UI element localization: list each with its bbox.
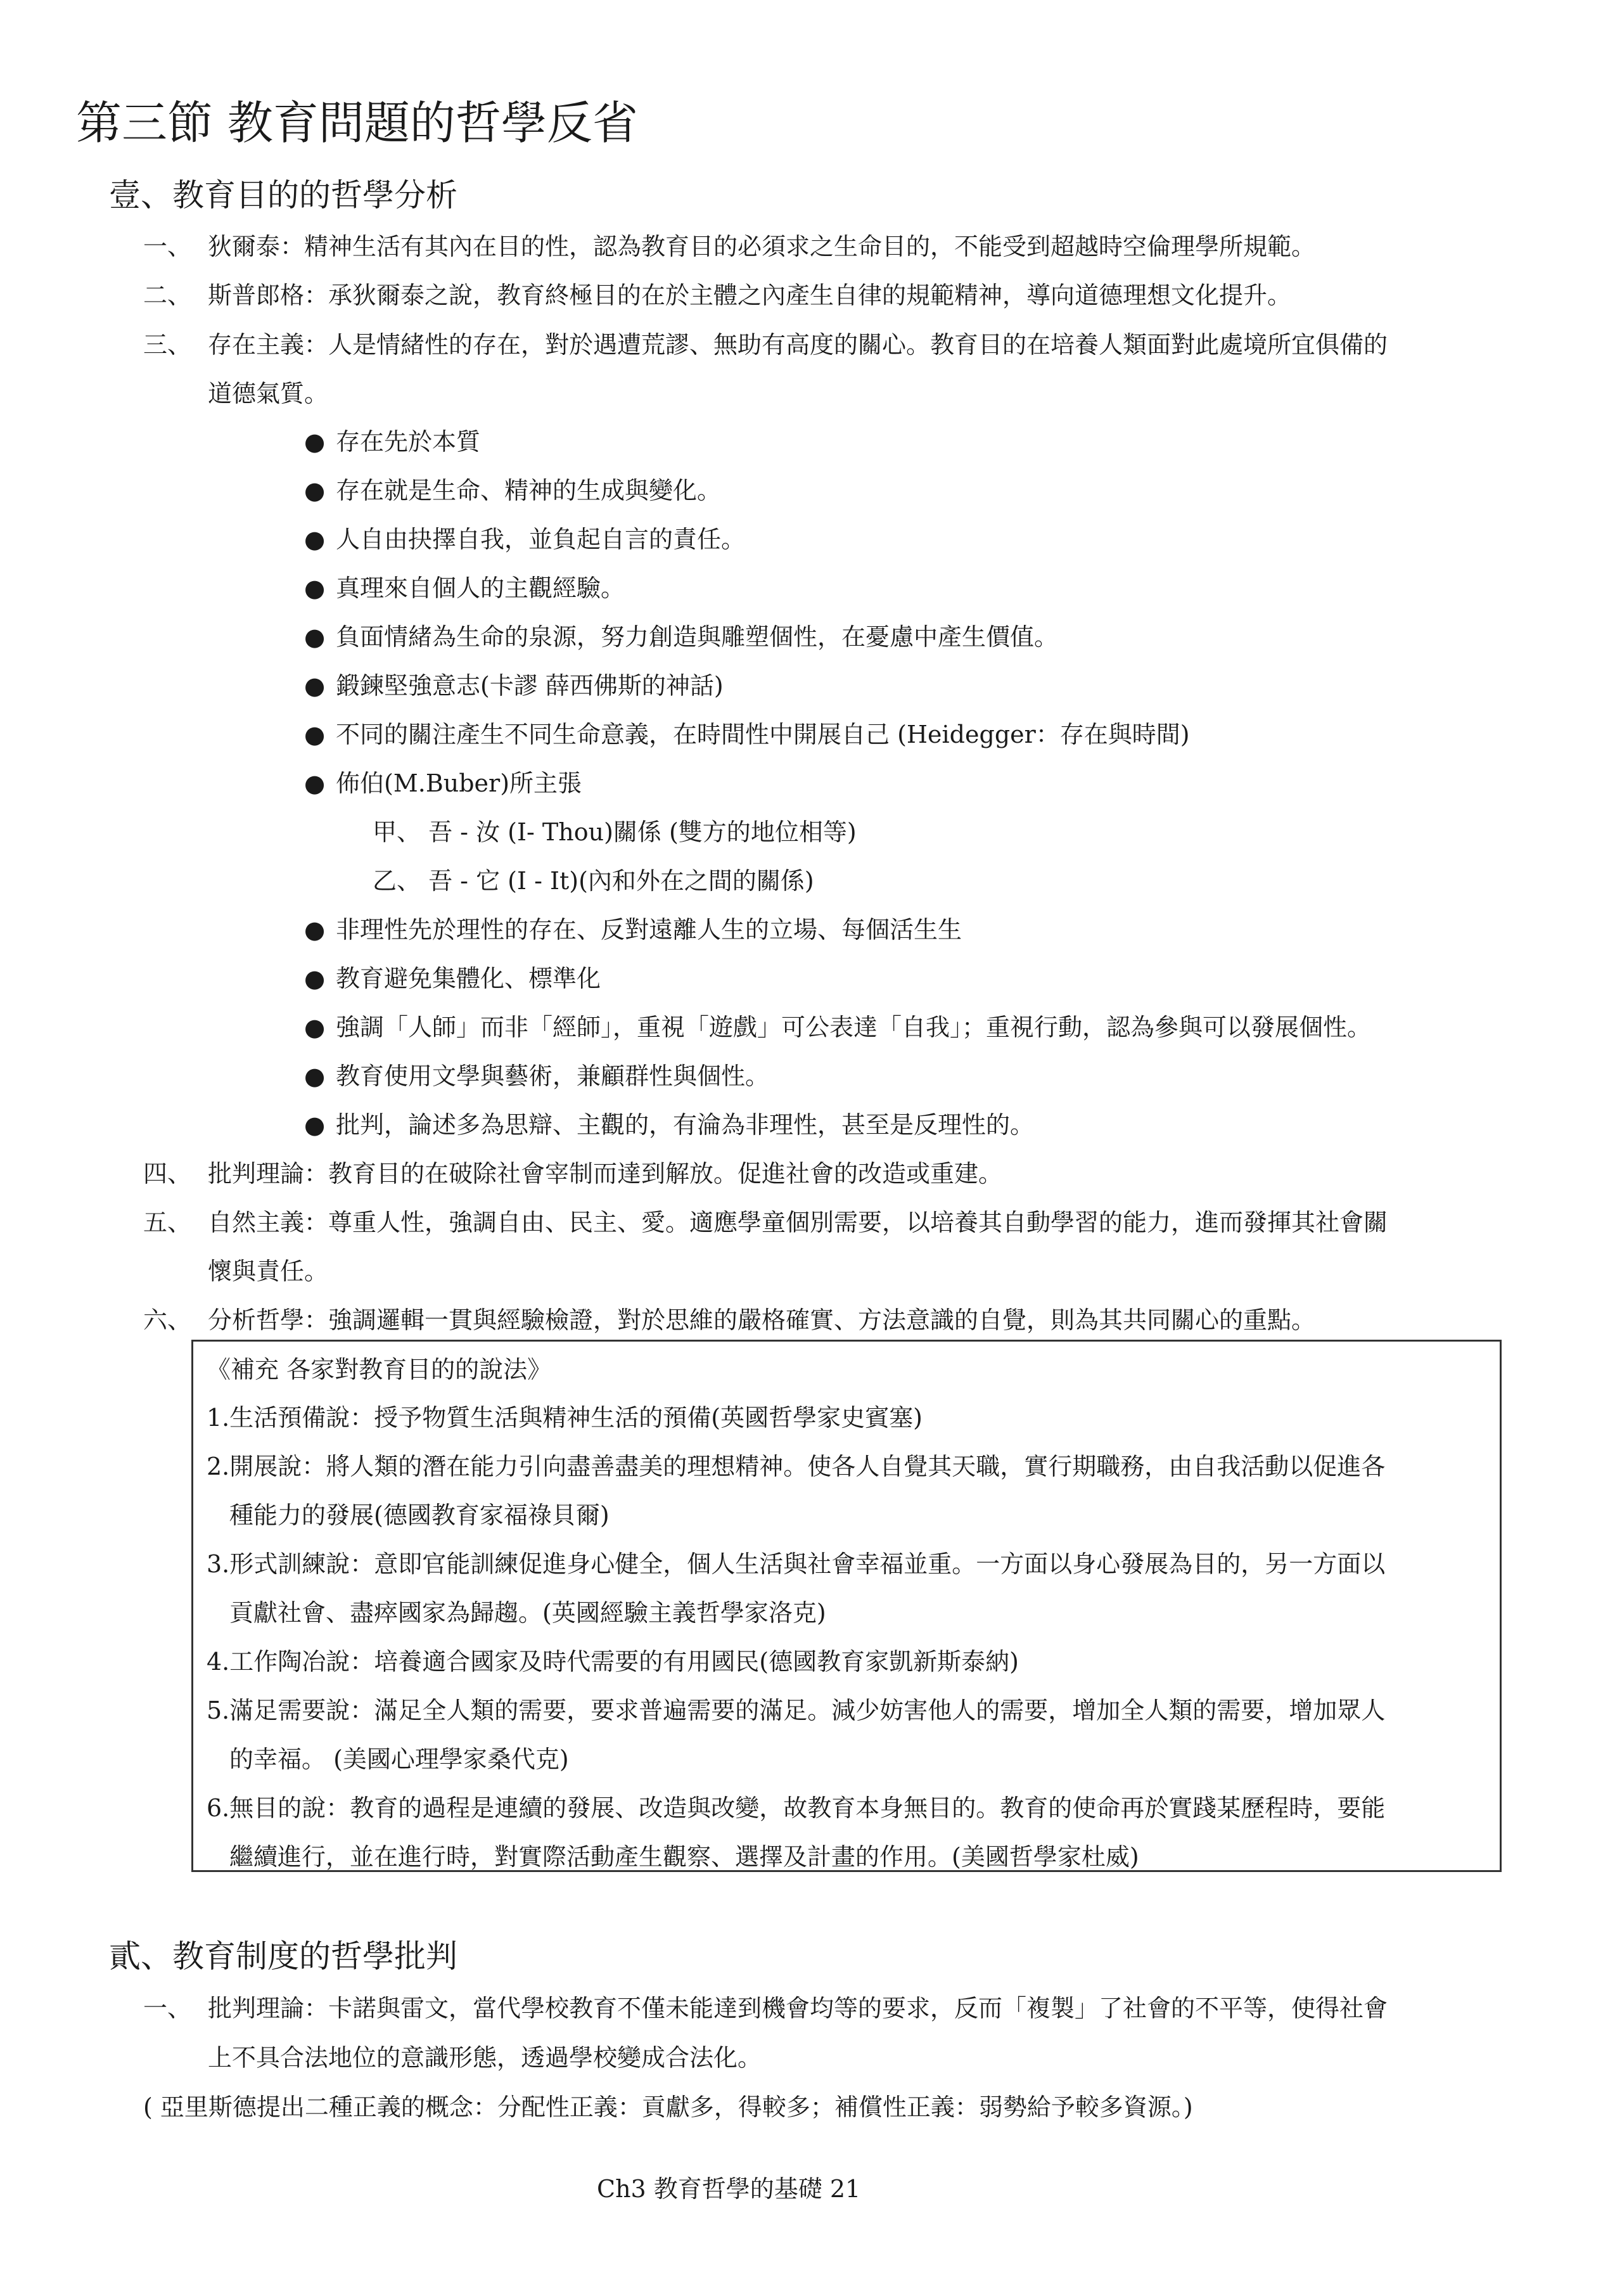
justice-note: ( 亞里斯德提出二種正義的概念：分配性正義：貢獻多，得較多；補償性正義：弱勢給予較多資源。) [143, 2093, 1193, 2121]
bullet-icon: ● [304, 428, 326, 456]
item-text-cont: 道德氣質。 [208, 380, 329, 407]
item-text: 自然主義：尊重人性，強調自由、民主、愛。適應學童個別需要，以培養其自動學習的能力，進而發揮其社會關 [208, 1209, 1388, 1236]
bullet-text: 存在就是生命、精神的生成與變化。 [336, 477, 722, 504]
bullet-text: 教育使用文學與藝術，兼顧群性與個性。 [336, 1062, 770, 1090]
item-number: 五、 [143, 1209, 192, 1236]
bullet-icon: ● [304, 1013, 326, 1041]
bullet-icon: ● [304, 477, 326, 504]
item-number: 二、 [143, 281, 192, 309]
bullet-text: 非理性先於理性的存在、反對遠離人生的立場、每個活生生 [336, 916, 962, 944]
bullet-text: 鍛鍊堅強意志(卡謬 薛西佛斯的神話) [336, 672, 724, 700]
supplement-line: 5.滿足需要說：滿足全人類的需要，要求普遍需要的滿足。減少妨害他人的需要，增加全人類的需要，增加眾人 [207, 1696, 1386, 1724]
bullet-text: 批判，論述多為思辯、主觀的，有淪為非理性，甚至是反理性的。 [336, 1111, 1035, 1139]
bullet-icon: ● [304, 525, 326, 553]
item-number: 一、 [143, 1994, 192, 2022]
item-number: 一、 [143, 233, 192, 260]
supplement-line: 貢獻社會、盡瘁國家為歸趨。(英國經驗主義哲學家洛克) [229, 1599, 826, 1627]
buber-item: 甲、 吾 - 汝 (I- Thou)關係 (雙方的地位相等) [373, 818, 857, 846]
bullet-icon: ● [304, 965, 326, 992]
bullet-text: 佈伯(M.Buber)所主張 [336, 769, 582, 797]
item-text: 批判理論：教育目的在破除社會宰制而達到解放。促進社會的改造或重建。 [208, 1160, 1003, 1188]
bullet-icon: ● [304, 1111, 326, 1139]
supplement-line: 2.開展說：將人類的潛在能力引向盡善盡美的理想精神。使各人自覺其天職，實行期職務，由自我活動以促進各 [207, 1453, 1386, 1480]
page-footer: Ch3 教育哲學的基礎 21 [597, 2175, 861, 2203]
supplement-line: 種能力的發展(德國教育家福祿貝爾) [229, 1501, 610, 1529]
supplement-line: 6.無目的說：教育的過程是連續的發展、改造與改變，故教育本身無目的。教育的使命再於實踐某歷程時，要能 [207, 1794, 1386, 1822]
supplement-title: 《補充 各家對教育目的的說法》 [207, 1356, 552, 1383]
item-number: 三、 [143, 331, 192, 359]
bullet-icon: ● [304, 769, 326, 797]
part2-heading: 貳、教育制度的哲學批判 [109, 1938, 457, 1975]
bullet-text: 人自由抉擇自我，並負起自言的責任。 [336, 525, 746, 553]
section-title: 第三節 教育問題的哲學反省 [76, 96, 638, 150]
item-text-cont: 懷與責任。 [208, 1257, 329, 1285]
item-text: 狄爾泰：精神生活有其內在目的性，認為教育目的必須求之生命目的，不能受到超越時空倫理學所規範。 [208, 233, 1316, 260]
buber-item: 乙、 吾 - 它 (I - It)(內和外在之間的關係) [373, 867, 814, 895]
part1-heading: 壹、教育目的的哲學分析 [109, 177, 457, 214]
bullet-icon: ● [304, 672, 326, 700]
item-text: 存在主義：人是情緒性的存在，對於遇遭荒謬、無助有高度的關心。教育目的在培養人類面對此處境所宜俱備的 [208, 331, 1388, 359]
bullet-text: 真理來自個人的主觀經驗。 [336, 574, 625, 602]
supplement-line: 1.生活預備說：授予物質生活與精神生活的預備(英國哲學家史賓塞) [207, 1404, 923, 1432]
bullet-text: 教育避免集體化、標準化 [336, 965, 601, 992]
item-text: 斯普郎格：承狄爾泰之說，教育終極目的在於主體之內產生自律的規範精神，導向道德理想文化提升。 [208, 281, 1292, 309]
bullet-text: 存在先於本質 [336, 428, 481, 456]
bullet-icon: ● [304, 721, 326, 748]
supplement-line: 繼續進行，並在進行時，對實際活動產生觀察、選擇及計畫的作用。(美國哲學家杜威) [229, 1843, 1139, 1871]
bullet-text: 不同的關注產生不同生命意義，在時間性中開展自己 (Heidegger：存在與時間) [336, 721, 1190, 748]
item-text-cont: 上不具合法地位的意識形態，透過學校變成合法化。 [208, 2044, 762, 2072]
item-number: 四、 [143, 1160, 192, 1188]
bullet-icon: ● [304, 916, 326, 944]
item-text: 批判理論：卡諾與雷文，當代學校教育不僅未能達到機會均等的要求，反而「複製」了社會的不平等，使得社會 [208, 1994, 1388, 2022]
bullet-icon: ● [304, 1062, 326, 1090]
item-text: 分析哲學：強調邏輯一貫與經驗檢證，對於思維的嚴格確實、方法意識的自覺，則為其共同關心的重點。 [208, 1306, 1316, 1334]
supplement-line: 3.形式訓練說：意即官能訓練促進身心健全，個人生活與社會幸福並重。一方面以身心發展為目的，另一方面以 [207, 1550, 1386, 1578]
supplement-line: 的幸福。 (美國心理學家桑代克) [229, 1745, 569, 1773]
supplement-line: 4.工作陶冶說：培養適合國家及時代需要的有用國民(德國教育家凱新斯泰納) [207, 1648, 1019, 1676]
bullet-text: 負面情緒為生命的泉源，努力創造與雕塑個性，在憂慮中產生價值。 [336, 623, 1059, 651]
bullet-text: 強調「人師」而非「經師」，重視「遊戲」可公表達「自我」；重視行動，認為參與可以發展個性。 [336, 1013, 1372, 1041]
bullet-icon: ● [304, 574, 326, 602]
item-number: 六、 [143, 1306, 192, 1334]
bullet-icon: ● [304, 623, 326, 651]
